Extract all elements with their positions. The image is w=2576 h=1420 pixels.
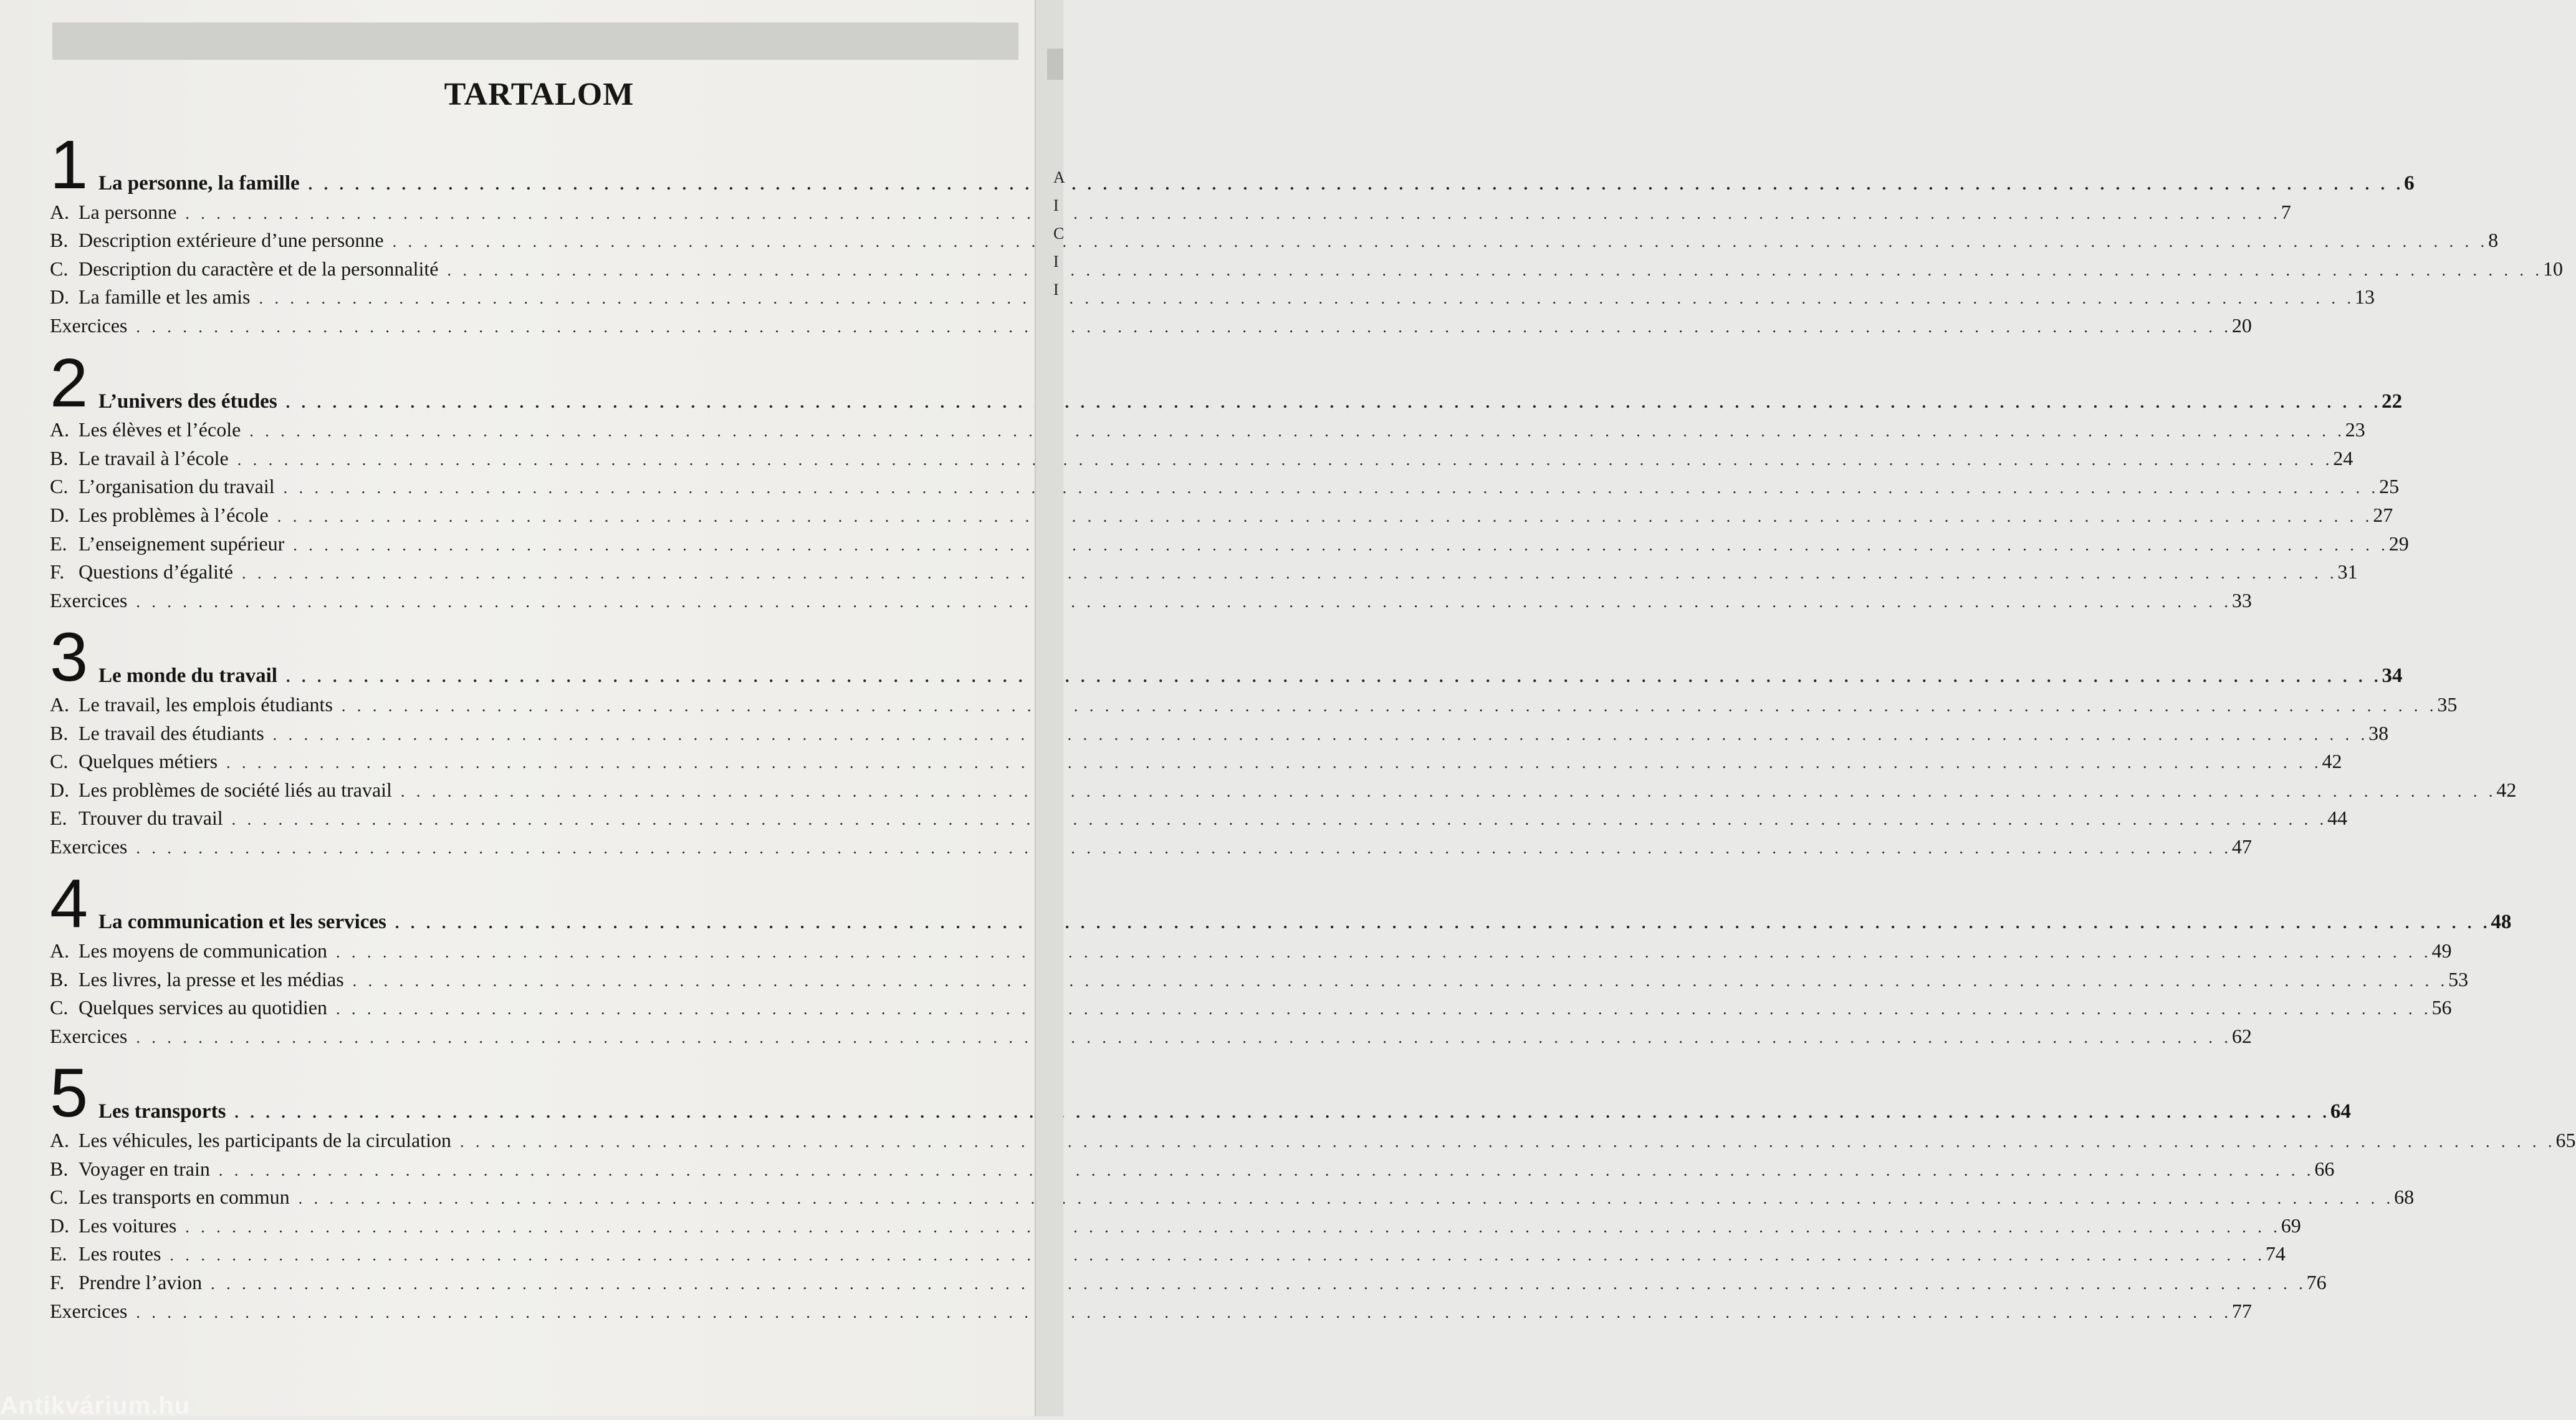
dot-leader xyxy=(395,909,2491,938)
exercises-row xyxy=(50,587,2252,615)
dot-leader xyxy=(232,805,2328,834)
page-number: 74 xyxy=(2265,1242,2286,1265)
facing-page-letter: A xyxy=(1053,168,1065,186)
chapter-5 xyxy=(50,1055,2576,1325)
section-letter: C. xyxy=(50,996,69,1019)
dot-leader xyxy=(211,1270,2307,1298)
section-letter: B. xyxy=(50,721,69,744)
section-title: Les voitures xyxy=(79,1214,177,1237)
facing-page-letter: I xyxy=(1053,281,1059,299)
section-row-label xyxy=(50,1126,460,1155)
section-row xyxy=(50,1212,2301,1240)
section-letter: E. xyxy=(50,1242,67,1265)
facing-page-letter: C xyxy=(1053,224,1065,242)
section-row-label xyxy=(50,501,277,530)
dot-leader xyxy=(286,663,2382,691)
section-row xyxy=(50,473,2400,501)
exercises-row xyxy=(50,1022,2252,1051)
section-title: La personne xyxy=(79,200,177,223)
section-row-label xyxy=(50,804,232,833)
dot-leader xyxy=(136,1024,2232,1052)
section-letter: F. xyxy=(50,560,65,583)
section-title: Les livres, la presse et les médias xyxy=(79,967,344,991)
chapter-number: 2 xyxy=(50,344,89,421)
section-row-label xyxy=(50,966,353,994)
section-letter: C. xyxy=(50,257,69,280)
section-row-label xyxy=(50,691,342,719)
page-number: 62 xyxy=(2231,1024,2252,1047)
chapter-title-row xyxy=(98,349,2403,416)
section-title: Quelques métiers xyxy=(79,750,218,773)
page-number: 13 xyxy=(2354,285,2375,309)
section-title: Les routes xyxy=(79,1242,161,1265)
page-number: 22 xyxy=(2382,390,2403,413)
page-number: 44 xyxy=(2327,807,2348,830)
dot-leader xyxy=(136,313,2232,342)
section-row xyxy=(50,747,2342,776)
section-row xyxy=(50,1269,2327,1297)
section-letter: D. xyxy=(50,503,70,526)
section-letter: E. xyxy=(50,807,67,830)
page-number: 38 xyxy=(2368,721,2389,744)
chapter-title-row xyxy=(98,1059,2351,1126)
section-letter: C. xyxy=(50,750,69,773)
chapter-title-row-label xyxy=(98,1098,234,1126)
section-row xyxy=(50,558,2358,587)
section-letter: A. xyxy=(50,1129,70,1152)
page-number: 29 xyxy=(2388,532,2409,555)
section-row xyxy=(50,501,2393,530)
section-row xyxy=(50,198,2291,227)
dot-leader xyxy=(393,228,2489,256)
section-title: Le travail à l’école xyxy=(79,446,229,469)
page-number: 31 xyxy=(2337,560,2358,583)
dot-leader xyxy=(259,284,2355,313)
section-title: L’organisation du travail xyxy=(79,475,275,498)
exercises-row-label xyxy=(50,1297,136,1326)
section-row xyxy=(50,255,2563,284)
page-number: 6 xyxy=(2404,172,2415,194)
chapter-title-row-label xyxy=(98,388,286,416)
section-title: Prendre l’avion xyxy=(79,1271,203,1293)
section-letter: A. xyxy=(50,939,70,962)
facing-page-edge xyxy=(1035,0,1063,1416)
section-row-label xyxy=(50,283,259,312)
dot-leader xyxy=(219,1156,2315,1185)
chapter-3 xyxy=(50,619,2517,861)
section-row xyxy=(50,1183,2415,1212)
chapter-title-row-label xyxy=(98,908,395,937)
page-number: 48 xyxy=(2491,911,2512,934)
section-title: Les transports en commun xyxy=(79,1186,290,1209)
section-row xyxy=(50,444,2353,473)
chapter-title: La personne, la famille xyxy=(98,172,300,194)
section-letter: A. xyxy=(50,200,70,223)
section-row-label xyxy=(50,1155,219,1184)
chapter-1 xyxy=(50,127,2563,340)
page-number: 42 xyxy=(2496,778,2517,801)
section-row xyxy=(50,416,2365,444)
section-title: Les problèmes de société liés au travail xyxy=(79,778,392,801)
section-row-label xyxy=(50,226,393,255)
section-letter: A. xyxy=(50,418,70,441)
section-title: Quelques services au quotidien xyxy=(79,996,327,1019)
section-title: Description extérieure d’une personne xyxy=(79,229,384,252)
section-row xyxy=(50,966,2469,994)
dot-leader xyxy=(309,170,2405,199)
page-number: 69 xyxy=(2281,1214,2301,1237)
section-row xyxy=(50,719,2389,748)
section-letter: D. xyxy=(50,778,70,801)
exercises-row-label xyxy=(50,833,136,861)
dot-leader xyxy=(273,721,2369,749)
dot-leader xyxy=(185,1213,2281,1242)
page-number: 64 xyxy=(2330,1100,2351,1123)
page-number: 8 xyxy=(2488,229,2499,252)
chapter-number: 5 xyxy=(50,1055,89,1132)
section-row xyxy=(50,1126,2576,1155)
chapter-number: 4 xyxy=(50,865,89,943)
dot-leader xyxy=(336,995,2432,1024)
page-number: 23 xyxy=(2345,418,2365,441)
dot-leader xyxy=(460,1128,2556,1156)
section-row xyxy=(50,530,2409,559)
page-number: 77 xyxy=(2231,1299,2252,1322)
section-row xyxy=(50,226,2499,255)
page-number: 56 xyxy=(2431,996,2452,1019)
section-row-label xyxy=(50,1183,299,1212)
section-title: Questions d’égalité xyxy=(79,560,233,583)
section-title: Le travail des étudiants xyxy=(79,721,264,744)
page-number: 35 xyxy=(2437,693,2458,716)
section-title: L’enseignement supérieur xyxy=(79,532,285,555)
dot-leader xyxy=(226,749,2322,777)
facing-page-letter: I xyxy=(1053,196,1059,214)
section-title: Les élèves et l’école xyxy=(79,418,241,441)
section-letter: B. xyxy=(50,967,69,991)
table-of-contents xyxy=(50,127,2576,1334)
dot-leader xyxy=(136,834,2232,863)
section-row-label xyxy=(50,1212,185,1240)
exercises-label: Exercices xyxy=(50,314,128,337)
section-letter: A. xyxy=(50,693,70,716)
page-number: 65 xyxy=(2555,1129,2576,1152)
section-row-label xyxy=(50,719,273,748)
section-letter: F. xyxy=(50,1271,65,1293)
dot-leader xyxy=(234,1098,2330,1127)
section-title: Les problèmes à l’école xyxy=(79,503,269,526)
dot-leader xyxy=(342,692,2438,721)
section-row xyxy=(50,776,2517,805)
page-number: 47 xyxy=(2231,835,2252,858)
exercises-row xyxy=(50,312,2252,340)
page-number: 42 xyxy=(2322,750,2342,773)
section-row-label xyxy=(50,530,293,559)
chapter-title-row xyxy=(98,870,2512,937)
chapter-title: L’univers des études xyxy=(98,390,277,413)
chapter-title-row-label xyxy=(98,170,309,198)
exercises-label: Exercices xyxy=(50,1024,128,1047)
exercises-row xyxy=(50,1297,2252,1326)
section-row-label xyxy=(50,558,242,587)
page-number: 25 xyxy=(2379,475,2400,498)
page-number: 34 xyxy=(2382,664,2403,688)
chapter-2 xyxy=(50,344,2409,615)
section-row xyxy=(50,994,2452,1022)
dot-leader xyxy=(170,1241,2266,1270)
section-row-label xyxy=(50,1269,211,1297)
section-letter: E. xyxy=(50,532,67,555)
dot-leader xyxy=(299,1184,2395,1213)
facing-page-header-bar xyxy=(1047,49,1063,80)
dot-leader xyxy=(286,388,2382,417)
section-row xyxy=(50,804,2348,833)
page-number: 10 xyxy=(2543,257,2563,280)
dot-leader xyxy=(336,938,2432,967)
page-number: 7 xyxy=(2281,200,2291,223)
section-row xyxy=(50,283,2375,312)
section-letter: D. xyxy=(50,1214,70,1237)
section-row xyxy=(50,937,2452,966)
section-title: La famille et les amis xyxy=(79,285,251,309)
header-bar xyxy=(52,22,1018,60)
section-row xyxy=(50,691,2458,719)
dot-leader xyxy=(284,474,2380,502)
section-row-label xyxy=(50,747,226,776)
dot-leader xyxy=(293,531,2389,560)
dot-leader xyxy=(401,777,2497,806)
chapter-title-row xyxy=(98,131,2415,198)
section-letter: B. xyxy=(50,446,69,469)
section-letter: C. xyxy=(50,475,69,498)
section-title: Le travail, les emplois étudiants xyxy=(79,693,333,716)
section-title: Trouver du travail xyxy=(79,807,223,830)
section-letter: C. xyxy=(50,1186,69,1209)
chapter-number: 1 xyxy=(50,127,89,203)
section-letter: B. xyxy=(50,229,69,252)
section-title: Voyager en train xyxy=(79,1157,210,1180)
page-title: TARTALOM xyxy=(444,77,634,112)
dot-leader xyxy=(277,502,2373,531)
section-row-label xyxy=(50,473,284,501)
dot-leader xyxy=(353,967,2449,995)
section-row-label xyxy=(50,1240,170,1269)
exercises-label: Exercices xyxy=(50,1299,128,1322)
chapter-title-row-label xyxy=(98,662,286,691)
page-number: 76 xyxy=(2306,1271,2327,1293)
dot-leader xyxy=(237,446,2334,474)
exercises-row xyxy=(50,833,2252,861)
page-number: 53 xyxy=(2448,967,2469,991)
page-number: 66 xyxy=(2314,1157,2335,1180)
exercises-label: Exercices xyxy=(50,588,128,612)
chapter-title: Le monde du travail xyxy=(98,664,277,688)
exercises-row-label xyxy=(50,1022,136,1051)
exercises-row-label xyxy=(50,587,136,615)
section-row-label xyxy=(50,444,237,473)
dot-leader xyxy=(249,417,2345,446)
section-row-label xyxy=(50,994,336,1022)
page-number: 20 xyxy=(2231,314,2252,337)
dot-leader xyxy=(185,199,2281,228)
section-row xyxy=(50,1155,2335,1184)
section-row-label xyxy=(50,776,401,805)
dot-leader xyxy=(448,256,2544,285)
chapter-title: Les transports xyxy=(98,1100,226,1123)
dot-leader xyxy=(136,1298,2232,1327)
section-letter: B. xyxy=(50,1157,69,1180)
exercises-label: Exercices xyxy=(50,835,128,858)
section-row xyxy=(50,1240,2286,1269)
chapter-title-row xyxy=(98,623,2403,691)
dot-leader xyxy=(242,559,2338,588)
section-title: Les moyens de communication xyxy=(79,939,328,962)
page-number: 24 xyxy=(2333,446,2353,469)
chapter-number: 3 xyxy=(50,619,89,696)
facing-page-letter: I xyxy=(1053,252,1059,271)
section-title: Description du caractère et de la personnalité xyxy=(79,257,439,280)
section-row-label xyxy=(50,255,448,284)
chapter-title: La communication et les services xyxy=(98,911,386,934)
dot-leader xyxy=(136,588,2232,616)
watermark: Antikvárium.hu xyxy=(0,1392,191,1419)
section-title: Les véhicules, les participants de la circulation xyxy=(79,1129,451,1152)
page-number: 68 xyxy=(2394,1186,2415,1209)
chapter-4 xyxy=(50,865,2512,1050)
page-number: 33 xyxy=(2231,588,2252,612)
exercises-row-label xyxy=(50,312,136,340)
page-number: 49 xyxy=(2431,939,2452,962)
section-letter: D. xyxy=(50,285,70,309)
section-row-label xyxy=(50,937,336,966)
page-number: 27 xyxy=(2373,503,2393,526)
